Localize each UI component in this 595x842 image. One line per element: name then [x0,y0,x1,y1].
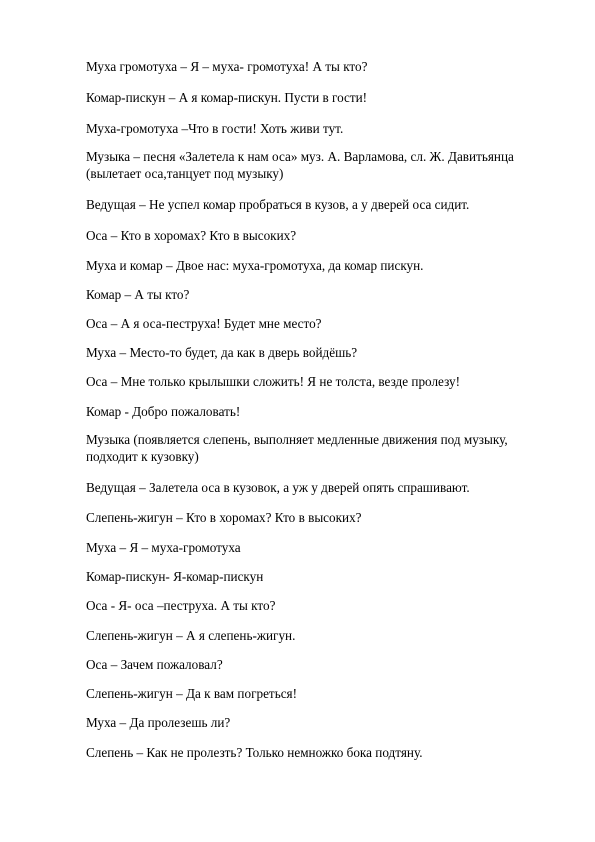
text-line: Слепень – Как не пролезть? Только немножко бока подтяну. [86,745,423,760]
text-line: Оса – Мне только крылышки сложить! Я не толста, везде пролезу! [86,374,460,389]
text-line: Слепень-жигун – А я слепень-жигун. [86,628,296,643]
text-line: Оса – Зачем пожаловал? [86,657,223,672]
text-line: Комар - Добро пожаловать! [86,404,241,419]
text-line: Муха – Я – муха-громотуха [86,540,241,555]
text-line: Слепень-жигун – Кто в хоромах? Кто в высоких? [86,510,362,525]
text-line: Комар – А ты кто? [86,287,190,302]
text-line: Муха и комар – Двое нас: муха-громотуха, да комар пискун. [86,258,424,273]
text-line: Муха – Да пролезешь ли? [86,715,231,730]
text-line: Муха-громотуха –Что в гости! Хоть живи тут. [86,121,344,136]
text-line: Слепень-жигун – Да к вам погреться! [86,686,298,701]
text-paragraph: Музыка (появляется слепень, выполняет медленные движения под музыку, подходит к кузовку) [86,432,508,464]
text-line: Муха – Место-то будет, да как в дверь войдёшь? [86,345,358,360]
text-line: Муха громотуха – Я – муха- громотуха! А ты кто? [86,59,368,74]
text-line: Оса - Я- оса –пеструха. А ты кто? [86,598,276,613]
text-line: Оса – Кто в хоромах? Кто в высоких? [86,228,297,243]
text-paragraph: Музыка – песня «Залетела к нам оса» муз. А. Варламова, сл. Ж. Давитьянца (вылетает оса,танцует под музыку) [86,149,514,181]
text-line: Комар-пискун- Я-комар-пискун [86,569,264,584]
text-line: Комар-пискун – А я комар-пискун. Пусти в гости! [86,90,368,105]
text-line: Ведущая – Не успел комар пробраться в кузов, а у дверей оса сидит. [86,197,470,212]
text-line: Оса – А я оса-пеструха! Будет мне место? [86,316,322,331]
text-line: Ведущая – Залетела оса в кузовок, а уж у дверей опять спрашивают. [86,480,470,495]
